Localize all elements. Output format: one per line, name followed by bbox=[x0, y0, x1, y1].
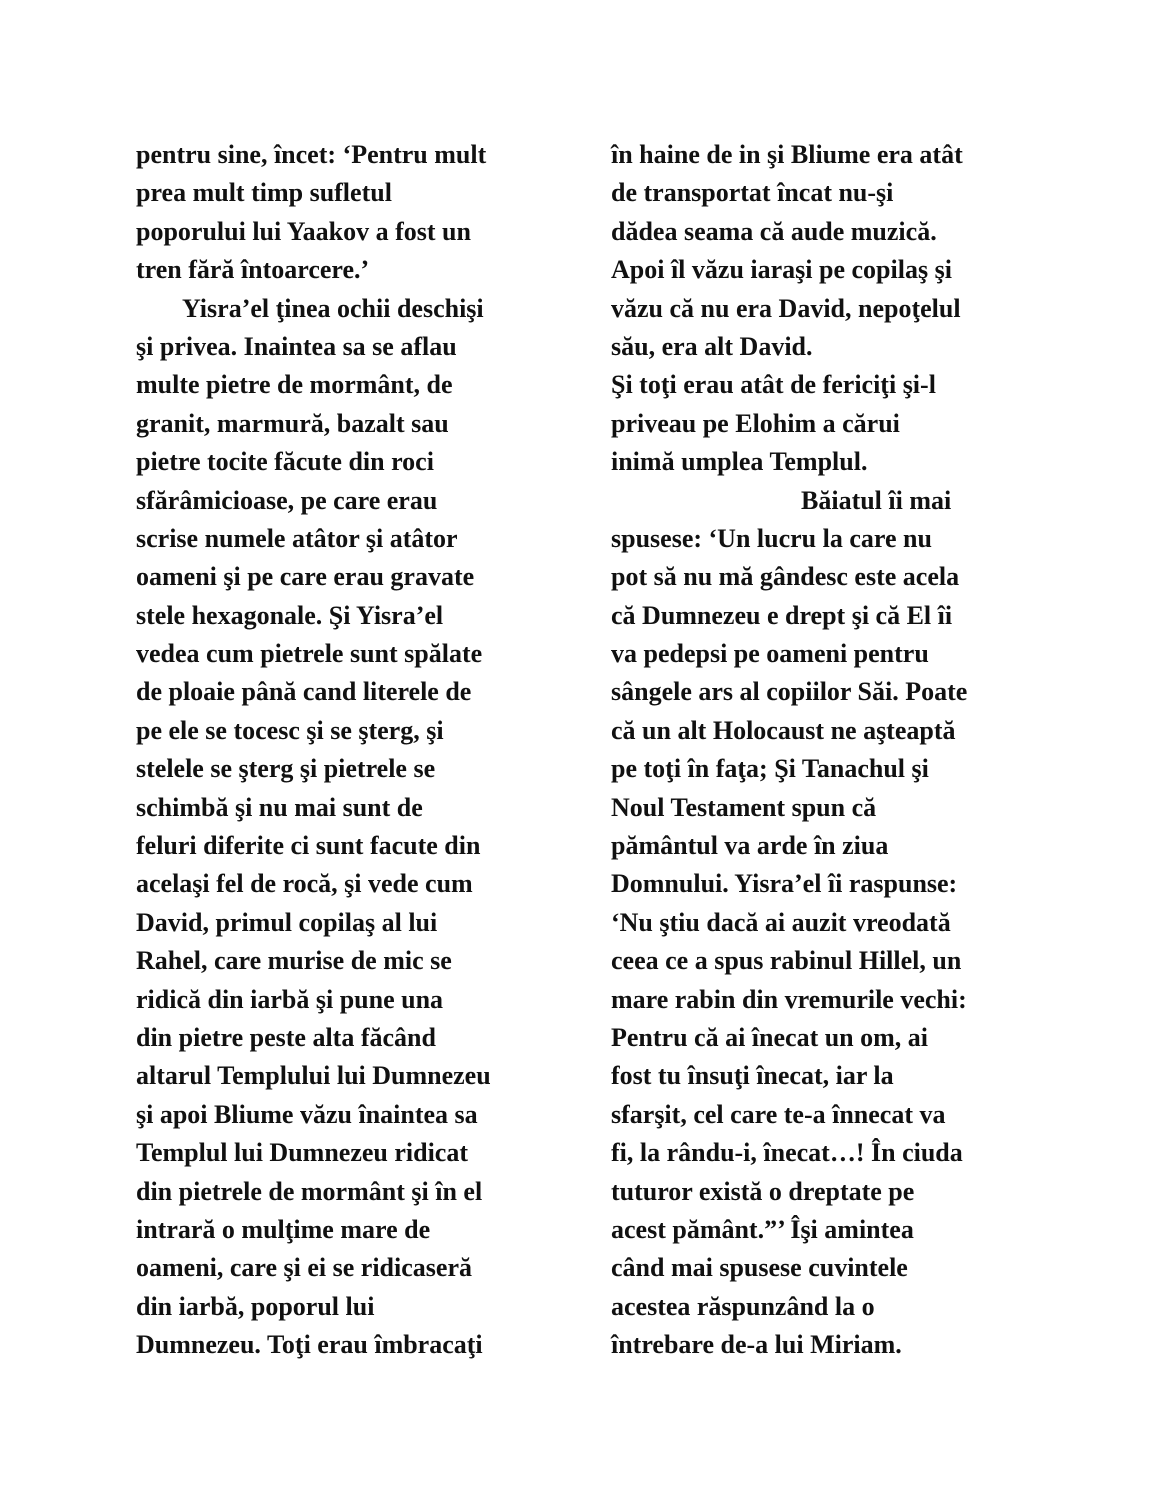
text-line: ‘Nu ştiu dacă ai auzit vreodată bbox=[611, 907, 951, 937]
text-line: în haine de in şi Bliume era atât bbox=[611, 140, 963, 169]
text-line: stele hexagonale. Şi Yisra’el bbox=[136, 600, 444, 630]
text-line: sângele ars al copiilor Săi. Poate bbox=[611, 677, 968, 707]
text-line: mare rabin din vremurile vechi: bbox=[611, 984, 967, 1014]
text-line: Dumnezeu. Toţi erau îmbracaţi bbox=[136, 1330, 483, 1360]
text-line: Rahel, care murise de mic se bbox=[136, 946, 452, 976]
text-line: de transportat încat nu-şi bbox=[611, 178, 894, 208]
text-line: oameni, care şi ei se ridicaseră bbox=[136, 1253, 472, 1283]
text-line: Noul Testament spun că bbox=[611, 792, 877, 822]
text-line: Apoi îl văzu iaraşi pe copilaş şi bbox=[611, 255, 952, 285]
text-line: oameni şi pe care erau gravate bbox=[136, 562, 475, 592]
text-line: pentru sine, încet: ‘Pentru mult bbox=[136, 140, 487, 169]
text-line: de ploaie până cand literele de bbox=[136, 677, 472, 707]
text-line: acestea răspunzând la o bbox=[611, 1291, 875, 1321]
text-line: Templul lui Dumnezeu ridicat bbox=[136, 1138, 469, 1168]
text-line: inimă umplea Templul. bbox=[611, 447, 868, 477]
text-line: fost tu însuţi înecat, iar la bbox=[611, 1061, 894, 1091]
text-line: din pietre peste alta făcând bbox=[136, 1022, 436, 1052]
text-line: feluri diferite ci sunt facute din bbox=[136, 831, 481, 861]
text-line: ceea ce a spus rabinul Hillel, un bbox=[611, 946, 962, 976]
text-line: scrise numele atâtor şi atâtor bbox=[136, 523, 458, 553]
text-line: din pietrele de mormânt şi în el bbox=[136, 1176, 483, 1206]
text-line: Pentru că ai înecat un om, ai bbox=[611, 1022, 929, 1052]
text-line: pământul va arde în ziua bbox=[611, 831, 889, 861]
text-line: fi, la rându-i, înecat…! În ciuda bbox=[611, 1138, 963, 1168]
right-text-column bbox=[611, 136, 1031, 1365]
text-line: altarul Templului lui Dumnezeu bbox=[136, 1061, 491, 1091]
text-line: schimbă şi nu mai sunt de bbox=[136, 792, 423, 822]
text-line: acelaşi fel de rocă, şi vede cum bbox=[136, 869, 473, 899]
text-line: dădea seama că aude muzică. bbox=[611, 216, 937, 246]
text-line: priveau pe Elohim a cărui bbox=[611, 408, 900, 438]
text-line: sfarşit, cel care te-a înnecat va bbox=[611, 1099, 946, 1129]
text-line: tuturor există o dreptate pe bbox=[611, 1176, 915, 1206]
text-line: spusese: ‘Un lucru la care nu bbox=[611, 523, 932, 553]
text-line: că Dumnezeu e drept şi că El îi bbox=[611, 600, 953, 630]
text-line: acest pământ.”’ Îşi amintea bbox=[611, 1214, 914, 1244]
text-line: pietre tocite făcute din roci bbox=[136, 447, 434, 477]
text-line: şi privea. Inaintea sa se aflau bbox=[136, 331, 457, 361]
text-line: când mai spusese cuvintele bbox=[611, 1253, 908, 1283]
text-line: prea mult timp sufletul bbox=[136, 178, 392, 208]
text-line: pot să nu mă gândesc este acela bbox=[611, 562, 960, 592]
text-line: Şi toţi erau atât de fericiţi şi-l bbox=[611, 370, 936, 400]
text-line: şi apoi Bliume văzu înaintea sa bbox=[136, 1099, 478, 1129]
text-line: intrară o mulţime mare de bbox=[136, 1214, 431, 1244]
text-line: Domnului. Yisra’el îi raspunse: bbox=[611, 869, 958, 899]
text-line: întrebare de-a lui Miriam. bbox=[611, 1330, 902, 1360]
paragraph-start-line: Yisra’el ţinea ochii deschişi bbox=[182, 293, 484, 323]
text-line: că un alt Holocaust ne aşteaptă bbox=[611, 715, 956, 745]
text-line: granit, marmură, bazalt sau bbox=[136, 408, 449, 438]
left-text-column bbox=[136, 136, 556, 1365]
text-line: pe ele se tocesc şi se şterg, şi bbox=[136, 715, 444, 745]
text-line: ridică din iarbă şi pune una bbox=[136, 984, 444, 1014]
text-line: vedea cum pietrele sunt spălate bbox=[136, 639, 483, 669]
text-line: pe toţi în faţa; Şi Tanachul şi bbox=[611, 754, 929, 784]
text-line: poporului lui Yaakov a fost un bbox=[136, 216, 471, 246]
text-line: tren fără întoarcere.’ bbox=[136, 255, 370, 285]
text-line: văzu că nu era David, nepoţelul bbox=[611, 293, 961, 323]
text-line: multe pietre de mormânt, de bbox=[136, 370, 453, 400]
paragraph-start-line: Băiatul îi mai bbox=[801, 485, 952, 515]
text-line: David, primul copilaş al lui bbox=[136, 907, 438, 937]
text-line: va pedepsi pe oameni pentru bbox=[611, 639, 929, 669]
text-line: sfărâmicioase, pe care erau bbox=[136, 485, 438, 515]
text-line: său, era alt David. bbox=[611, 331, 813, 361]
text-line: din iarbă, poporul lui bbox=[136, 1291, 375, 1321]
text-line: stelele se şterg şi pietrele se bbox=[136, 754, 436, 784]
